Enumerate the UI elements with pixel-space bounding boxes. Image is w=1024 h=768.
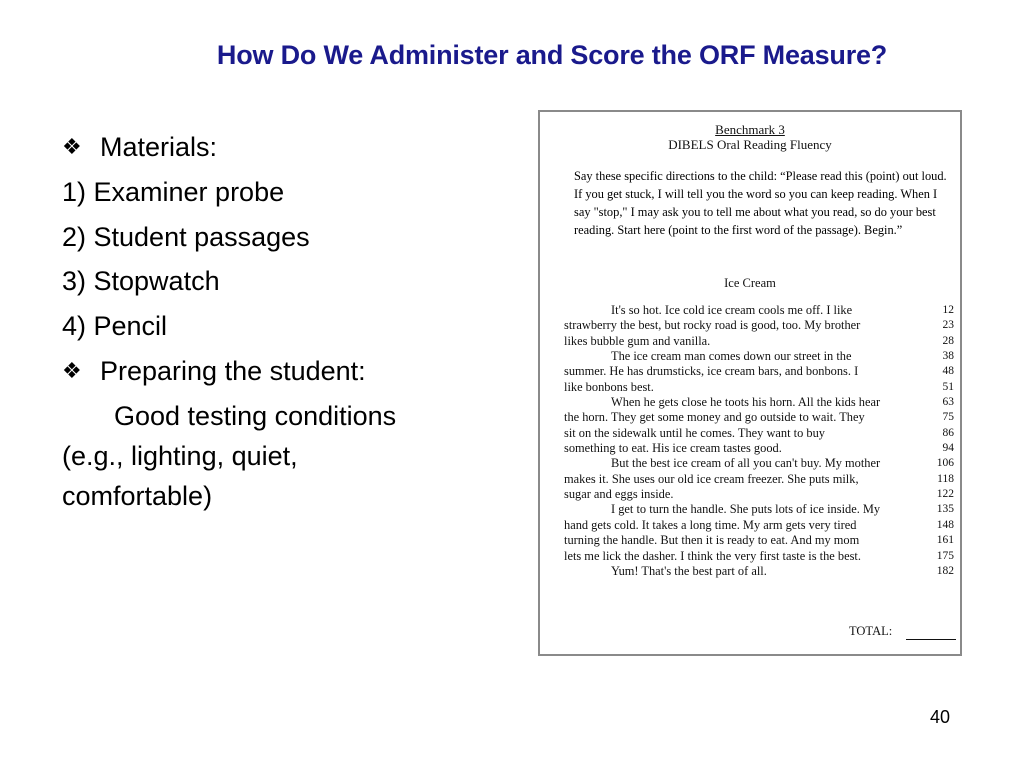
passage-line [564,395,956,410]
cumulative-word-count: 12 [942,304,954,316]
cumulative-word-count: 135 [936,503,954,516]
passage-line [564,533,956,548]
cumulative-word-count: 161 [936,534,954,547]
cumulative-word-count: 51 [942,380,954,393]
passage-line-text: But the best ice cream of all you can't buy. My mother [611,456,881,471]
passage-line [564,456,956,471]
cumulative-word-count: 106 [936,457,954,470]
diamond-bullet-icon: ❖ [62,357,82,383]
preparing-heading: Preparing the student: [100,355,366,386]
cumulative-word-count: 63 [942,396,954,409]
passage-line [564,380,956,395]
passage-line-text: sit on the sidewalk until he comes. They want to buy [564,425,825,440]
materials-heading: Materials: [100,132,218,162]
cumulative-word-count: 122 [936,488,954,501]
total-label: TOTAL: [849,624,893,638]
list-item: 1) Examiner probe [62,176,285,207]
list-item: 3) Stopwatch [62,266,220,297]
slide-title: How Do We Administer and Score the ORF Measure? [216,40,888,70]
passage-line [564,441,956,456]
doc-heading-benchmark: Benchmark 3 [715,122,785,137]
passage-line-text: It's so hot. Ice cold ice cream cools me off. I like [611,303,853,317]
cumulative-word-count: 28 [942,334,954,347]
cumulative-word-count: 118 [937,472,954,485]
passage-line-text: sugar and eggs inside. [564,487,674,502]
list-item: 2) Student passages [62,221,310,252]
passage-line-text: Yum! That's the best part of all. [611,563,767,578]
cumulative-word-count: 23 [942,319,954,332]
passage-line-text: The ice cream man comes down our street in the [611,349,852,364]
passage-line-text: When he gets close he toots his horn. All the kids hear [611,395,881,410]
conditions-text [62,396,502,516]
passage-line-text: hand gets cold. It takes a long time. My arm gets very tired [564,517,857,532]
passage-line-text: like bonbons best. [564,379,654,394]
passage-line [564,410,956,425]
passage-line [564,364,956,379]
cumulative-word-count: 86 [942,426,954,439]
passage-line-text: likes bubble gum and vanilla. [564,333,711,348]
cumulative-word-count: 75 [942,411,954,424]
passage-line [564,487,956,502]
page-number: 40 [929,707,950,727]
passage-line [564,318,956,333]
conditions-line: comfortable) [62,480,213,511]
passage-line-text: strawberry the best, but rocky road is good, too. My brother [564,318,861,333]
cumulative-word-count: 182 [936,564,954,577]
passage-line-text: summer. He has drumsticks, ice cream bars, and bonbons. I [564,364,859,379]
conditions-line: (e.g., lighting, quiet, [62,440,298,471]
cumulative-word-count: 38 [942,350,954,363]
diamond-bullet-icon: ❖ [62,134,82,159]
cumulative-word-count: 148 [936,518,954,531]
orf-probe-image [538,110,962,656]
passage-line-text: the horn. They get some money and go outside to wait. They [564,410,865,425]
passage-line [564,502,956,517]
conditions-line: Good testing conditions [114,400,397,431]
list-item: 4) Pencil [62,311,168,342]
total-blank-line [906,639,956,640]
passage-line-text: makes it. She uses our old ice cream freezer. She puts milk, [564,471,859,486]
cumulative-word-count: 48 [942,365,954,378]
passage-line [564,303,956,318]
passage-line-text: turning the handle. But then it is ready to eat. And my mom [564,533,860,548]
passage-line [564,518,956,533]
cumulative-word-count: 175 [936,549,954,562]
directions-text: Say these specific directions to the child: “Please read this (point) out loud. If you get stuck, I will tell you the word so you can keep reading. When I say "stop," I may ask you to tell me about what you read, so do your best reading. Start here (point to the first word of the passage). Begin.” [574,169,947,237]
passage-line-text: lets me lick the dasher. I think the very first taste is the best. [564,548,861,563]
cumulative-word-count: 94 [942,442,954,455]
passage-line [564,564,956,579]
passage [564,303,956,579]
story-title: Ice Cream [724,276,776,290]
passage-line [564,549,956,564]
left-content [62,125,502,516]
passage-line [564,472,956,487]
preparing-heading-row [62,349,502,394]
passage-line-text: something to eat. His ice cream tastes good. [564,441,782,456]
passage-line-text: I get to turn the handle. She puts lots of ice inside. My [611,502,881,517]
doc-heading-dibels: DIBELS Oral Reading Fluency [668,137,832,152]
passage-line [564,349,956,364]
passage-line [564,426,956,441]
passage-line [564,334,956,349]
materials-heading-row [62,125,502,170]
